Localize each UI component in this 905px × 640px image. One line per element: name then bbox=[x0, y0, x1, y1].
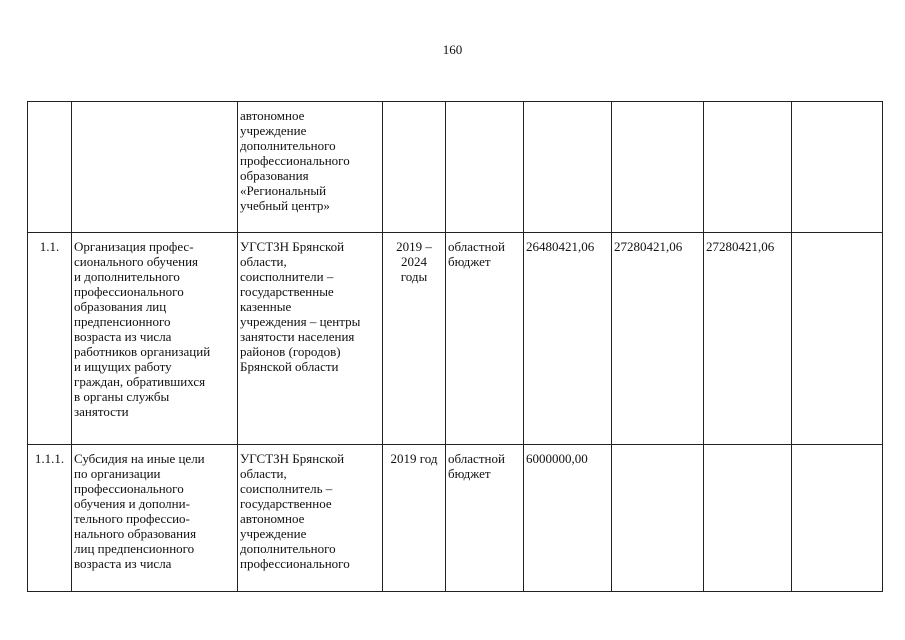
cell-period: 2019 год bbox=[383, 445, 446, 592]
cell-number: 1.1. bbox=[28, 233, 72, 445]
cell-amount-3 bbox=[704, 102, 792, 233]
table-row bbox=[28, 233, 883, 445]
cell-amount-3: 27280421,06 bbox=[704, 233, 792, 445]
cell-number bbox=[28, 102, 72, 233]
cell-amount-1: 6000000,00 bbox=[524, 445, 612, 592]
cell-amount-2 bbox=[612, 102, 704, 233]
cell-period bbox=[383, 102, 446, 233]
cell-activity: Организация профес- сионального обучения и дополнительного профессионального образования лиц предпенсионного возраста из числа работников организаций и ищущих работу граждан, обратившихся в органы службы занятости bbox=[72, 233, 238, 445]
cell-activity: Субсидия на иные цели по организации профессионального обучения и дополни- тельного профессио- нального образования лиц предпенсионного возраста из числа bbox=[72, 445, 238, 592]
cell-amount-2 bbox=[612, 445, 704, 592]
cell-amount-1 bbox=[524, 102, 612, 233]
cell-number: 1.1.1. bbox=[28, 445, 72, 592]
table-row bbox=[28, 102, 883, 233]
cell-executor: автономное учреждение дополнительного профессионального образования «Региональный учебный центр» bbox=[238, 102, 383, 233]
cell-executor: УГСТЗН Брянской области, соисполнитель – государственное автономное учреждение дополнительного профессионального bbox=[238, 445, 383, 592]
cell-extra bbox=[792, 233, 883, 445]
cell-amount-1: 26480421,06 bbox=[524, 233, 612, 445]
cell-funding-source: областной бюджет bbox=[446, 233, 524, 445]
cell-period: 2019 – 2024 годы bbox=[383, 233, 446, 445]
table-row bbox=[28, 445, 883, 592]
cell-amount-2: 27280421,06 bbox=[612, 233, 704, 445]
page-number: 160 bbox=[442, 42, 463, 57]
cell-funding-source: областной бюджет bbox=[446, 445, 524, 592]
cell-extra bbox=[792, 102, 883, 233]
cell-funding-source bbox=[446, 102, 524, 233]
budget-table bbox=[27, 101, 883, 592]
cell-executor: УГСТЗН Брянской области, соисполнители – государственные казенные учреждения – центры занятости населения районов (городов) Брянской области bbox=[238, 233, 383, 445]
cell-activity bbox=[72, 102, 238, 233]
cell-extra bbox=[792, 445, 883, 592]
cell-amount-3 bbox=[704, 445, 792, 592]
